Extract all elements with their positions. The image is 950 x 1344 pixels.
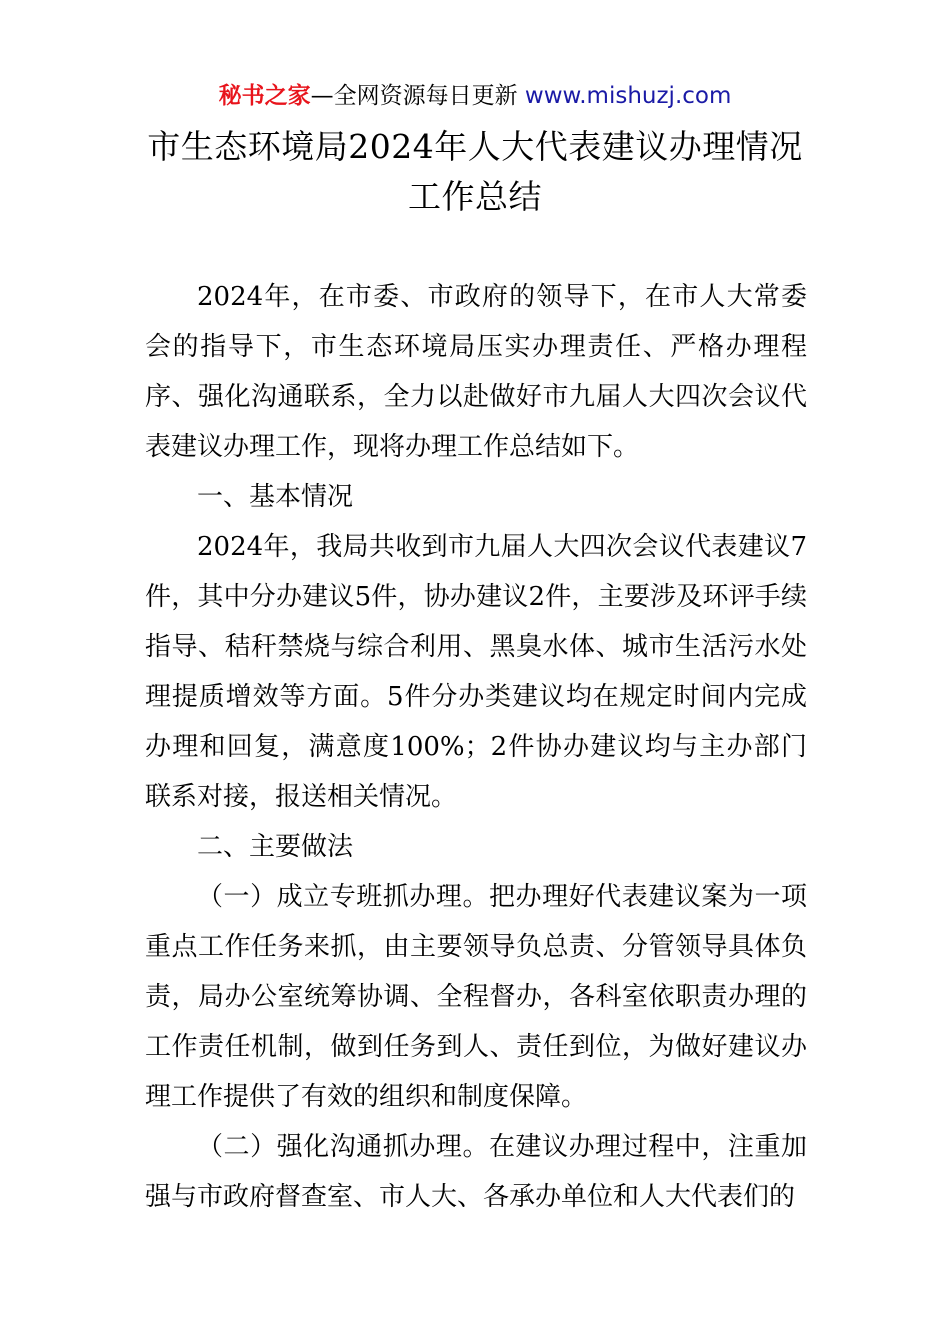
method-paragraph-2: （二）强化沟通抓办理。在建议办理过程中，注重加强与市政府督查室、市人大、各承办单位和人大代表们的	[145, 1132, 807, 1212]
title-line-2: 工作总结	[408, 177, 542, 216]
site-banner	[0, 80, 950, 112]
document-body	[145, 272, 807, 1222]
method-paragraph-1: （一）成立专班抓办理。把办理好代表建议案为一项重点工作任务来抓，由主要领导负总责、分管领导具体负责，局办公室统筹协调、全程督办，各科室依职责办理的工作责任机制，做到任务到人、责任到位，为做好建议办理工作提供了有效的组织和制度保障。	[145, 882, 807, 1112]
banner-site-url[interactable]: www.mishuzj.com	[524, 83, 732, 109]
banner-brand: 秘书之家	[218, 83, 311, 109]
section-heading-basic: 一、基本情况	[197, 482, 354, 512]
intro-paragraph: 2024年，在市委、市政府的领导下，在市人大常委会的指导下，市生态环境局压实办理责任、严格办理程序、强化沟通联系，全力以赴做好市九届人大四次会议代表建议办理工作，现将办理工作总结如下。	[145, 282, 807, 462]
banner-slogan: —全网资源每日更新	[310, 83, 525, 109]
section-heading-methods: 二、主要做法	[197, 832, 354, 862]
basic-situation-paragraph: 2024年，我局共收到市九届人大四次会议代表建议7件，其中分办建议5件，协办建议2件，主要涉及环评手续指导、秸秆禁烧与综合利用、黑臭水体、城市生活污水处理提质增效等方面。5件分办类建议均在规定时间内完成办理和回复，满意度100%；2件协办建议均与主办部门联系对接，报送相关情况。	[145, 532, 807, 812]
title-line-1: 市生态环境局2024年人大代表建议办理情况	[147, 127, 803, 166]
document-title	[100, 122, 850, 222]
